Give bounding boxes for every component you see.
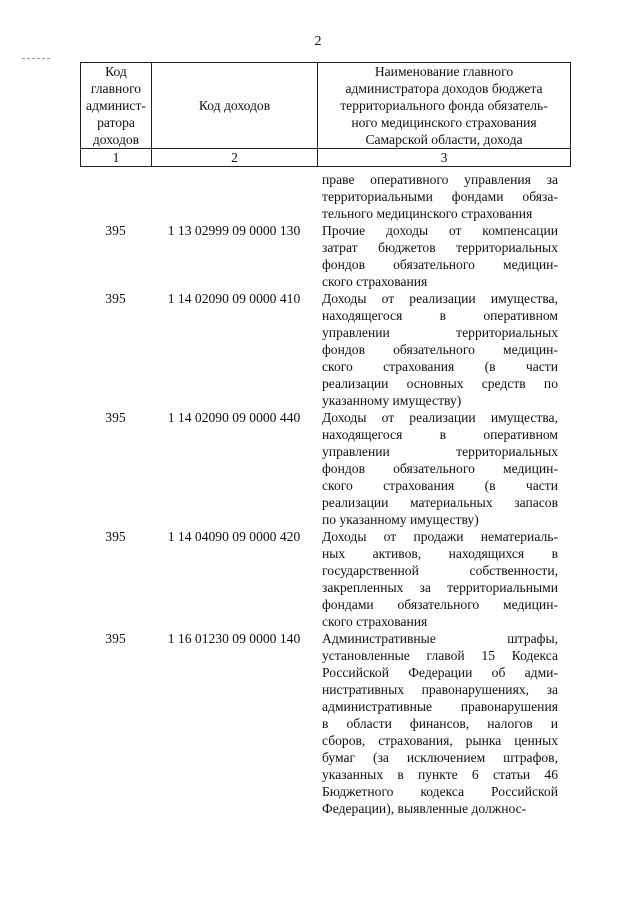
income-name-cell xyxy=(322,171,558,222)
admin-code-cell: 395 xyxy=(105,223,126,238)
income-name-line: находящегося в оперативном xyxy=(322,427,558,442)
header-name-line: администратора доходов бюджета xyxy=(345,81,543,96)
income-name-line: в области финансов, налогов и xyxy=(322,716,558,731)
table-body xyxy=(80,171,570,817)
income-name-line: территориальными фондами обяза- xyxy=(322,189,558,204)
income-name-line: ского страхования xyxy=(322,274,428,289)
income-name-line: ского страхования (в части xyxy=(322,359,558,374)
income-name-line: праве оперативного управления за xyxy=(322,172,558,187)
page-number: 2 xyxy=(314,34,322,49)
header-admin-code-line: доходов xyxy=(92,132,140,147)
income-name-line: сборов, страхования, рынка ценных xyxy=(322,733,558,748)
header-name-line: территориального фонда обязатель- xyxy=(340,98,548,113)
income-name-line: Бюджетного кодекса Российской xyxy=(322,784,558,799)
header-name-line: Наименование главного xyxy=(374,64,514,79)
table-row xyxy=(80,171,570,222)
admin-code-cell: 395 xyxy=(105,529,126,544)
table-row xyxy=(80,528,570,630)
income-name-cell xyxy=(322,290,558,409)
income-name-line: административные правонарушения xyxy=(322,699,558,714)
admin-code-cell: 395 xyxy=(105,410,126,425)
column-number-row xyxy=(81,149,571,167)
header-admin-code-line: ратора xyxy=(97,115,135,130)
income-name-line: Прочие доходы от компенсации xyxy=(322,223,558,238)
income-code-cell: 1 14 02090 09 0000 410 xyxy=(167,291,301,306)
income-code-cell: 1 16 01230 09 0000 140 xyxy=(167,631,301,646)
income-name-line: Российской Федерации об адми- xyxy=(322,665,558,680)
header-row xyxy=(81,63,571,149)
income-name-line: закрепленных за территориальными xyxy=(322,580,558,595)
table-row xyxy=(80,630,570,817)
income-name-cell xyxy=(322,528,558,630)
margin-mark xyxy=(22,58,50,59)
income-name-line: ского страхования (в части xyxy=(322,478,558,493)
header-admin-code xyxy=(81,63,152,149)
income-name-line: указанных в пункте 6 статьи 46 xyxy=(322,767,558,782)
income-name-line: нистративных правонарушениях, за xyxy=(322,682,558,697)
header-admin-code-line: админист- xyxy=(86,98,146,113)
column-number-2: 2 xyxy=(152,149,318,167)
income-code-cell: 1 14 04090 09 0000 420 xyxy=(167,529,301,544)
income-code-cell: 1 14 02090 09 0000 440 xyxy=(167,410,301,425)
header-admin-code-line: Код xyxy=(105,64,127,79)
income-name-line: фондов обязательного медицин- xyxy=(322,461,558,476)
table-row xyxy=(80,290,570,409)
admin-code-cell: 395 xyxy=(105,291,126,306)
income-name-line: фондов обязательного медицин- xyxy=(322,342,558,357)
income-name-line: Административные штрафы, xyxy=(322,631,558,646)
income-name-line: государственной собственности, xyxy=(322,563,558,578)
income-name-line: тельного медицинского страхования xyxy=(322,206,533,221)
income-name-line: Федерации), выявленные должнос- xyxy=(322,801,527,816)
income-name-line: реализации основных средств по xyxy=(322,376,558,391)
table-row xyxy=(80,222,570,290)
income-name-line: ных активов, находящихся в xyxy=(322,546,558,561)
income-name-line: фондами обязательного медицин- xyxy=(322,597,558,612)
header-admin-code-line: главного xyxy=(90,81,142,96)
income-name-cell xyxy=(322,409,558,528)
income-name-line: фондов обязательного медицин- xyxy=(322,257,558,272)
income-name-line: указанному имуществу) xyxy=(322,393,462,408)
income-name-line: Доходы от реализации имущества, xyxy=(322,291,558,306)
table-row xyxy=(80,409,570,528)
income-code-cell: 1 13 02999 09 0000 130 xyxy=(167,223,301,238)
header-name-line: ного медицинского страхования xyxy=(351,115,537,130)
income-name-line: реализации материальных запасов xyxy=(322,495,558,510)
column-number-3: 3 xyxy=(318,149,571,167)
income-name-cell xyxy=(322,630,558,817)
income-name-line: по указанному имуществу) xyxy=(322,512,479,527)
header-name xyxy=(318,63,571,149)
header-income-code: Код доходов xyxy=(152,63,318,149)
income-name-line: управлении территориальных xyxy=(322,444,558,459)
income-name-line: бумаг (за исключением штрафов, xyxy=(322,750,558,765)
header-name-line: Самарской области, дохода xyxy=(365,132,523,147)
income-name-line: установленные главой 15 Кодекса xyxy=(322,648,558,663)
income-name-line: Доходы от продажи нематериаль- xyxy=(322,529,558,544)
income-name-line: ского страхования xyxy=(322,614,428,629)
income-name-cell xyxy=(322,222,558,290)
column-number-1: 1 xyxy=(81,149,152,167)
income-name-line: находящегося в оперативном xyxy=(322,308,558,323)
income-name-line: управлении территориальных xyxy=(322,325,558,340)
income-name-line: Доходы от реализации имущества, xyxy=(322,410,558,425)
table-header xyxy=(80,62,571,167)
admin-code-cell: 395 xyxy=(105,631,126,646)
income-name-line: затрат бюджетов территориальных xyxy=(322,240,558,255)
